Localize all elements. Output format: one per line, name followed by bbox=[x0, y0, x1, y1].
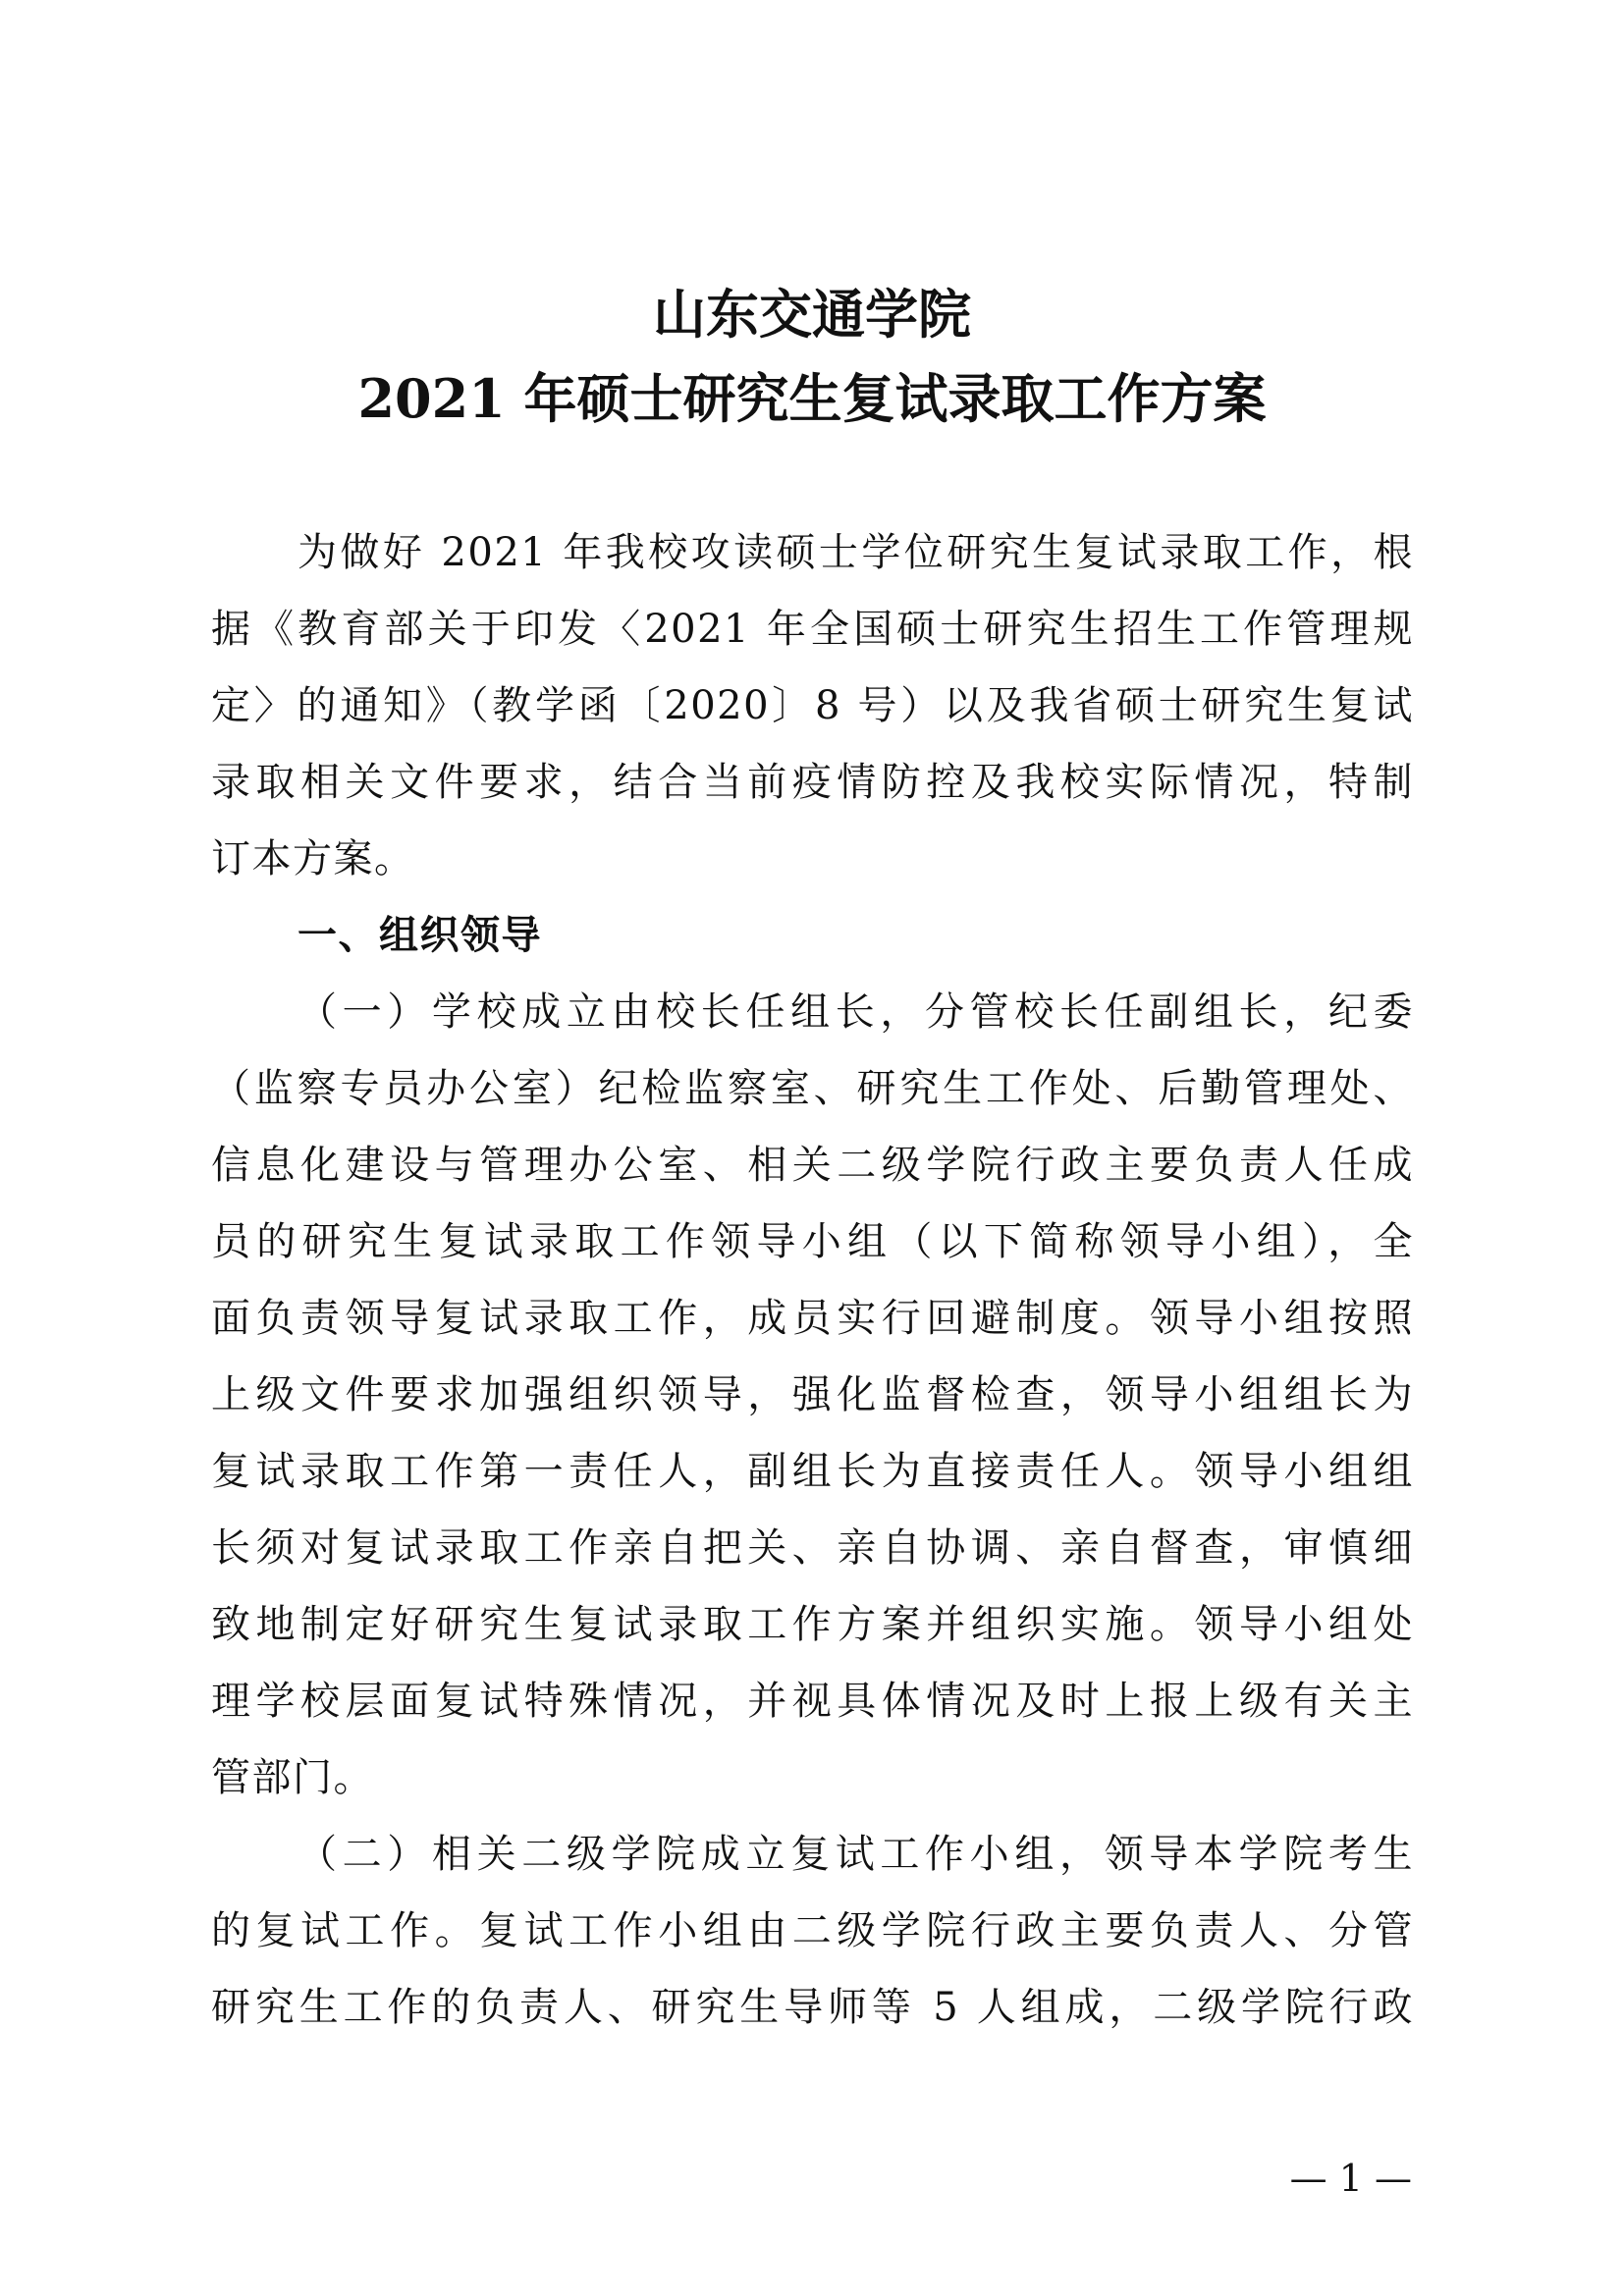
paragraph-line: 致地制定好研究生复试录取工作方案并组织实施。领导小组处 bbox=[211, 1602, 1414, 1647]
intro-line: 为做好 2021 年我校攻读硕士学位研究生复试录取工作，根 bbox=[298, 530, 1414, 575]
paragraph-line: 理学校层面复试特殊情况，并视具体情况及时上报上级有关主 bbox=[211, 1679, 1414, 1724]
intro-line: 定〉的通知》（教学函〔2020〕8 号）以及我省硕士研究生复试 bbox=[211, 683, 1414, 728]
section-heading: 一、组织领导 bbox=[298, 913, 542, 958]
document-title-line1: 山东交通学院 bbox=[653, 283, 971, 346]
document-body bbox=[211, 514, 1414, 2046]
page-number: — 1 — bbox=[1289, 2157, 1412, 2200]
paragraph-line: 上级文件要求加强组织领导，强化监督检查，领导小组组长为 bbox=[211, 1372, 1414, 1417]
paragraph-line: 长须对复试录取工作亲自把关、亲自协调、亲自督查，审慎细 bbox=[211, 1525, 1414, 1571]
paragraph-line: 面负责领导复试录取工作，成员实行回避制度。领导小组按照 bbox=[211, 1296, 1414, 1341]
document-title-line2: 2021 年硕士研究生复试录取工作方案 bbox=[357, 367, 1267, 430]
paragraph-line: 信息化建设与管理办公室、相关二级学院行政主要负责人任成 bbox=[211, 1143, 1414, 1188]
paragraph-line: （监察专员办公室）纪检监察室、研究生工作处、后勤管理处、 bbox=[211, 1066, 1414, 1111]
paragraph-line: 复试录取工作第一责任人，副组长为直接责任人。领导小组组 bbox=[211, 1449, 1414, 1494]
paragraph-line: 的复试工作。复试工作小组由二级学院行政主要负责人、分管 bbox=[211, 1908, 1414, 1953]
paragraph-line: 研究生工作的负责人、研究生导师等 5 人组成，二级学院行政 bbox=[211, 1985, 1414, 2030]
intro-line: 录取相关文件要求，结合当前疫情防控及我校实际情况，特制 bbox=[211, 760, 1414, 805]
intro-line: 订本方案。 bbox=[211, 836, 415, 881]
paragraph-line: （一）学校成立由校长任组长，分管校长任副组长，纪委 bbox=[298, 989, 1414, 1035]
paragraph-line: 员的研究生复试录取工作领导小组（以下简称领导小组），全 bbox=[211, 1219, 1414, 1264]
paragraph-line: （二）相关二级学院成立复试工作小组，领导本学院考生 bbox=[298, 1832, 1414, 1877]
intro-line: 据《教育部关于印发〈2021 年全国硕士研究生招生工作管理规 bbox=[211, 607, 1414, 652]
paragraph-line: 管部门。 bbox=[211, 1755, 374, 1800]
